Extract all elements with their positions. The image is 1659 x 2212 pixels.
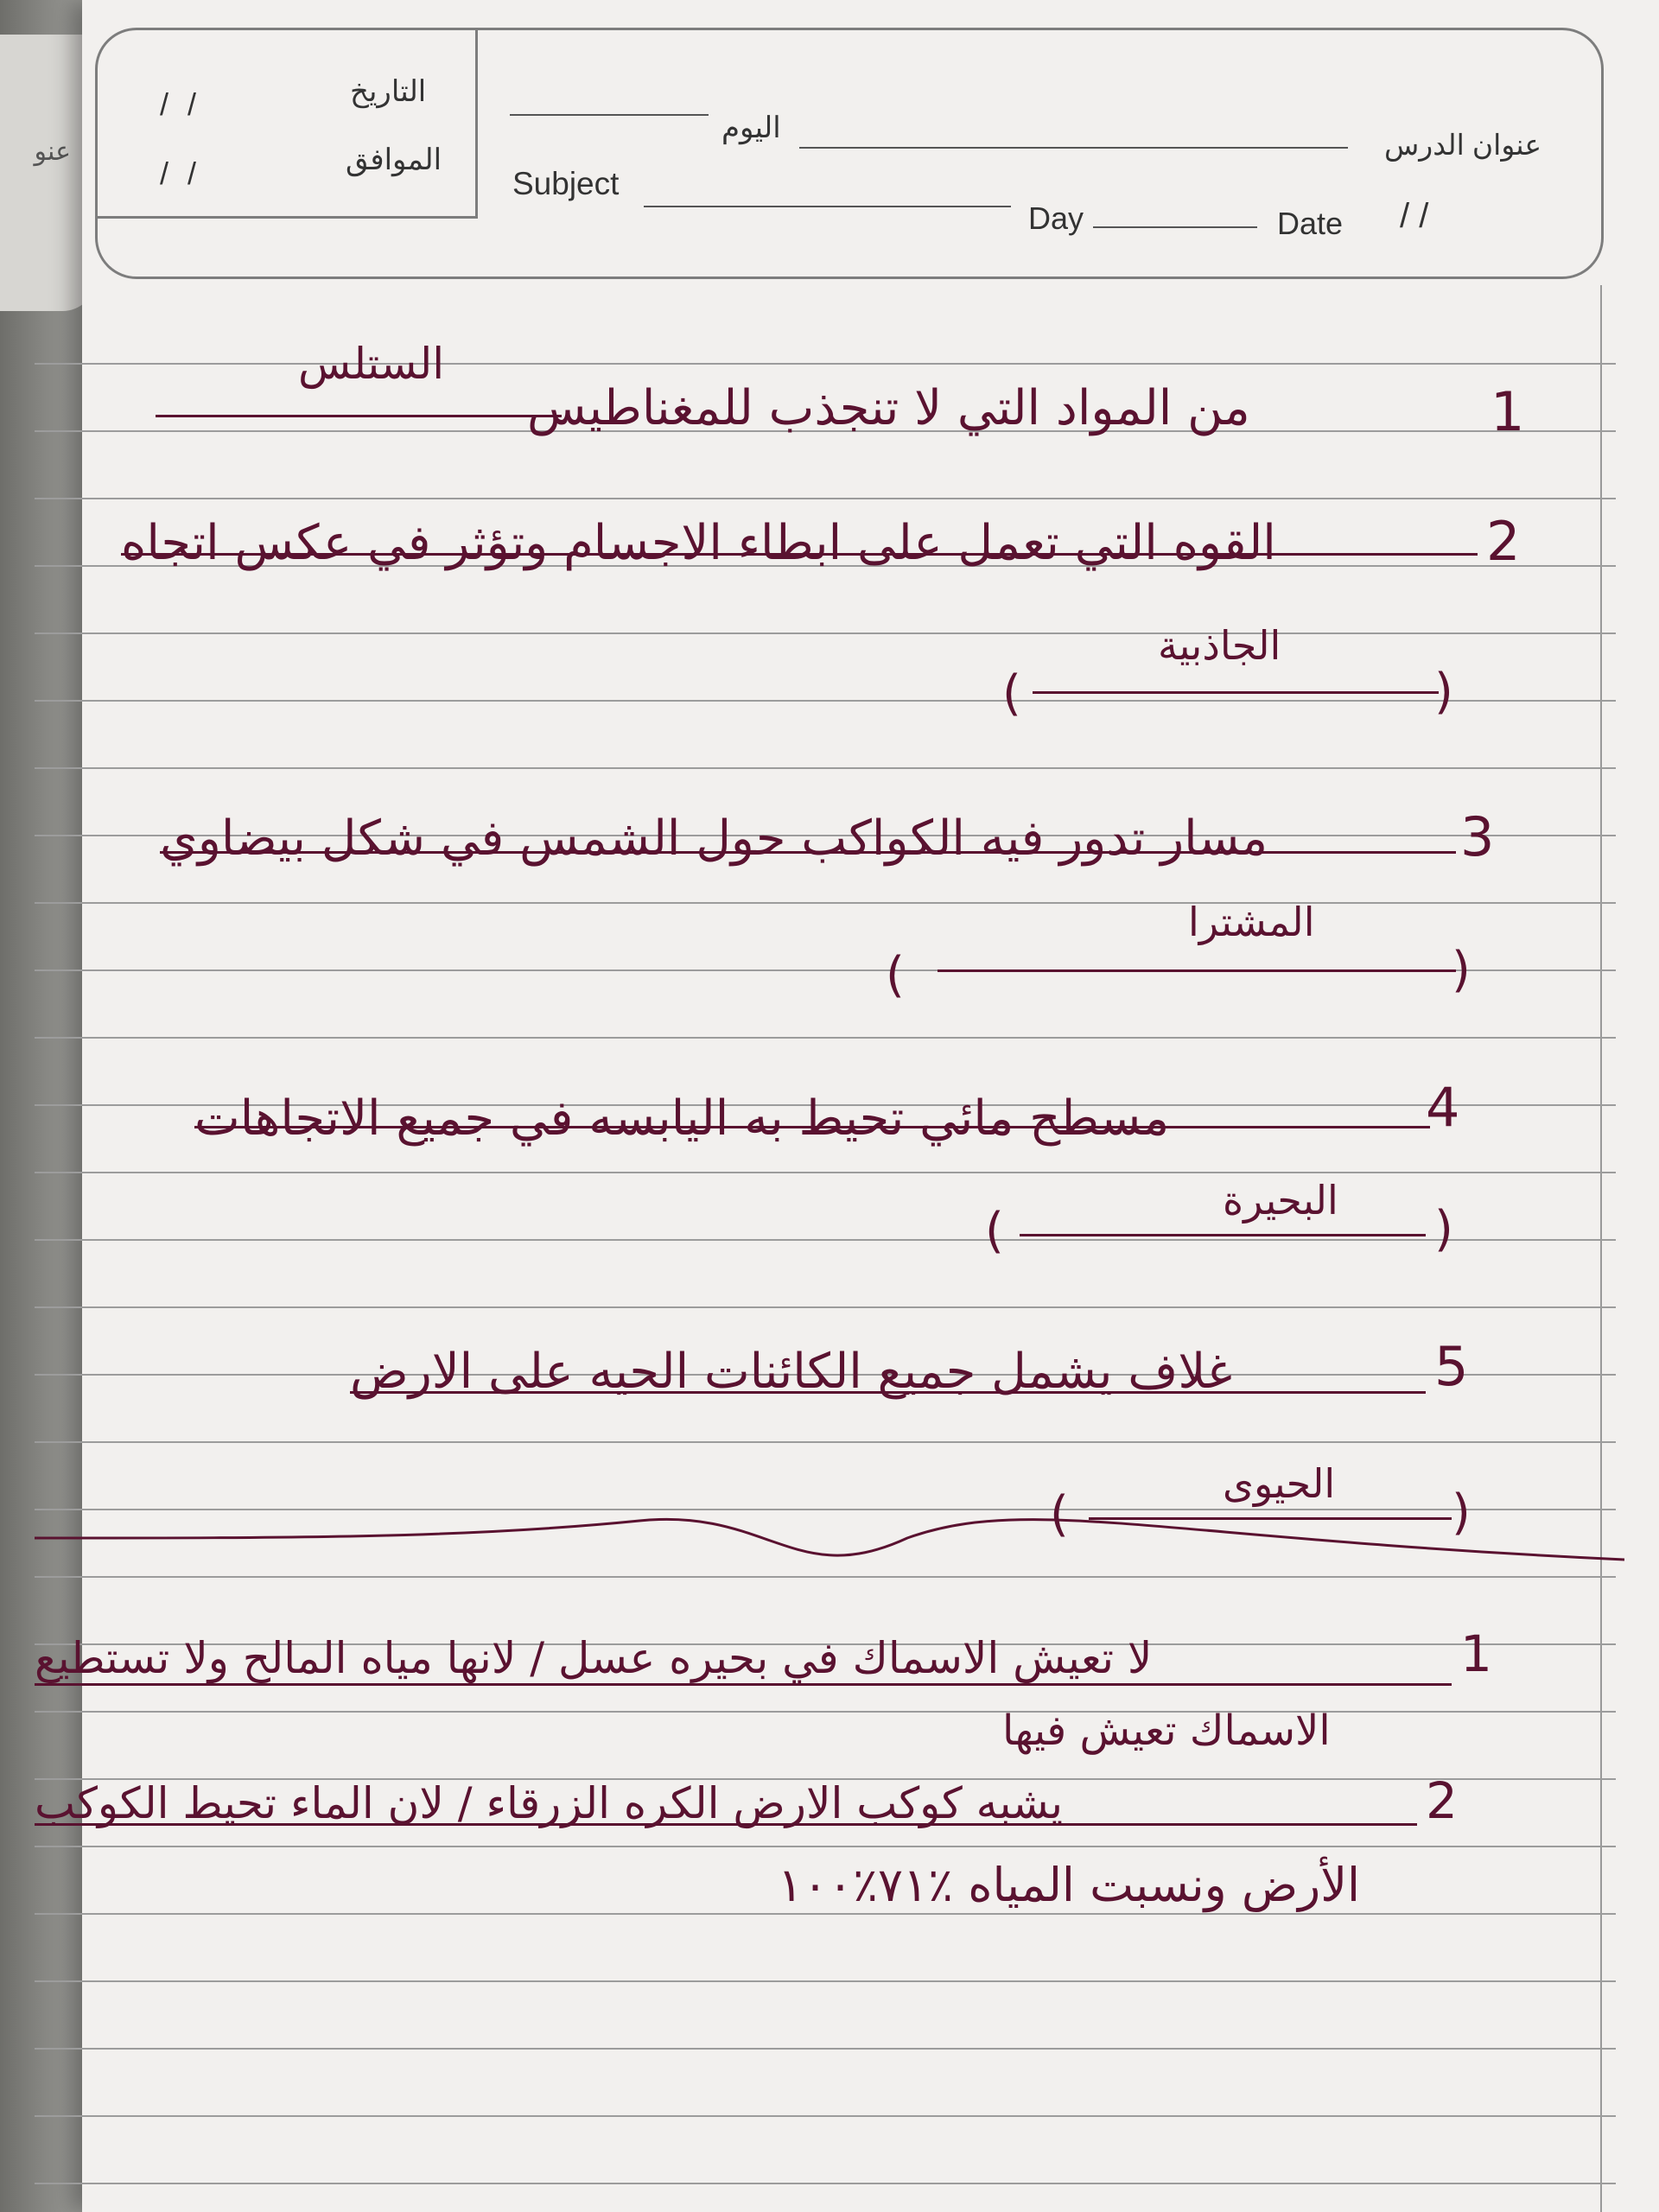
corresponding-slashes: / / [160,156,202,191]
ruled-line [35,363,1616,365]
date-label-en: Date [1277,206,1344,241]
lesson-title-line [799,147,1348,149]
ruled-line [35,2183,1616,2184]
subject-label: Subject [512,166,620,201]
question-5-open-paren: ( [1050,1486,1069,1542]
question-3-open-paren: ( [886,947,905,1003]
question-1-text: من المواد التي لا تنجذب للمغناطيس [527,380,1250,436]
question-4-answer: البحيرة [1223,1177,1338,1224]
date-label-ar: التاريخ [350,75,427,108]
ruled-line [35,700,1616,702]
corresponding-label-ar: الموافق [346,143,442,176]
question-5-answer: الحيوى [1223,1460,1336,1507]
question-2-answer: الجاذبية [1158,622,1281,669]
question-4-text: مسطح مائي تحيط به اليابسه في جميع الاتجاهات [194,1090,1170,1147]
question-4-open-paren: ( [985,1203,1004,1259]
question-3-answer: المشترا [1188,899,1315,945]
ruled-line [35,632,1616,634]
ruled-line [35,1846,1616,1847]
ruled-line [35,902,1616,904]
reason-2-number: 2 [1426,1771,1458,1830]
ruled-line [35,1239,1616,1241]
ruled-line [35,498,1616,499]
question-2-open-paren: ( [1002,665,1021,721]
ruled-line [35,2048,1616,2050]
question-3-number: 3 [1460,805,1495,868]
ruled-line [35,1913,1616,1915]
date-box [95,28,478,219]
question-5-text: غلاف يشمل جميع الكائنات الحيه على الارض [350,1344,1233,1400]
date-slashes-ar: / / [160,86,202,122]
question-4-baseline [194,1126,1430,1128]
question-5-baseline [350,1391,1426,1394]
question-5-close-paren: ) [1452,1484,1471,1541]
ruled-line [35,1441,1616,1443]
day-ar-line [510,114,709,116]
question-1-answer-line [156,415,562,417]
wavy-divider [35,1486,1624,1581]
lesson-title-label-ar: عنوان الدرس [1384,129,1542,161]
day-label-ar: اليوم [721,111,781,144]
ruled-line [35,2115,1616,2117]
reason-1-baseline [35,1683,1452,1686]
question-3-text: مسار تدور فيه الكواكب حول الشمس في شكل بيضاوي [160,810,1268,867]
reason-1-line1: لا تعيش الاسماك في بحيره عسل / لانها مياه المالح ولا تستطيع [35,1633,1153,1683]
reason-2-baseline [35,1823,1417,1826]
question-2-text: القوه التي تعمل على ابطاء الاجسام وتؤثر في عكس اتجاه [121,515,1276,571]
question-2-number: 2 [1486,510,1521,573]
reason-1-line2: الاسماك تعيش فيها [1002,1707,1331,1755]
margin-line [1600,285,1602,2212]
question-1-answer: الستلس [298,339,445,389]
day-label-en: Day [1028,200,1084,236]
question-3-answer-line [938,969,1456,972]
question-3-close-paren: ) [1452,942,1471,998]
question-4-close-paren: ) [1434,1201,1453,1257]
reason-1-number: 1 [1460,1624,1492,1683]
ruled-line [35,767,1616,769]
date-en-slashes: / / [1400,197,1429,235]
ruled-line [35,1711,1616,1713]
question-2-close-paren: ) [1434,664,1453,720]
ruled-line [35,1172,1616,1173]
subject-line [644,206,1011,207]
question-5-number: 5 [1434,1335,1469,1398]
ruled-line [35,1306,1616,1308]
question-1-number: 1 [1491,380,1525,443]
left-page-fragment: عنو [34,137,71,167]
reason-2-line1: يشبه كوكب الارض الكره الزرقاء / لان الماء تحيط الكوكب [35,1778,1064,1828]
ruled-line [35,1037,1616,1039]
question-2-baseline [121,553,1478,556]
question-3-baseline [160,851,1456,854]
question-4-number: 4 [1426,1076,1460,1139]
question-4-answer-line [1020,1234,1426,1236]
reason-2-line2: الأرض ونسبت المياه ٪٧١٪١٠٠ [778,1858,1361,1912]
day-en-line [1093,226,1257,228]
question-2-answer-line [1033,691,1439,694]
ruled-line [35,1980,1616,1982]
